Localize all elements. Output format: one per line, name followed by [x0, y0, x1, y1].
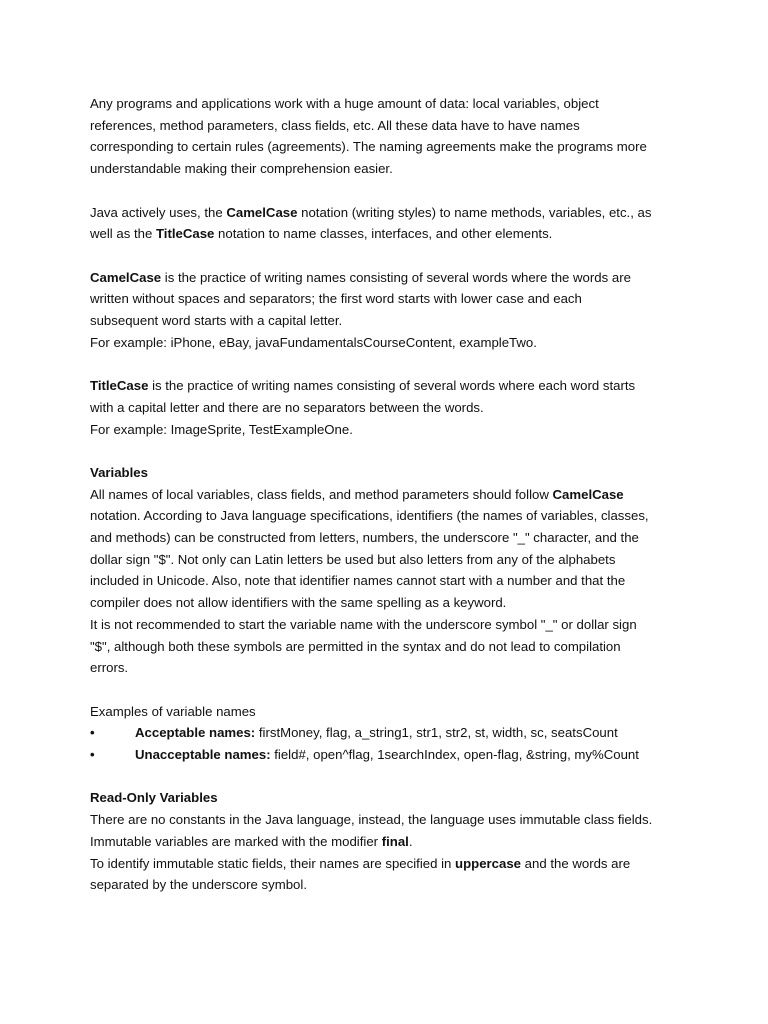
- list-item-text: field#, open^flag, 1searchIndex, open-flag, &string, my%Count: [270, 747, 639, 763]
- text-line: subsequent word starts with a capital letter.: [90, 313, 343, 328]
- text-line: For example: iPhone, eBay, javaFundamentalsCourseContent, exampleTwo.: [90, 334, 537, 350]
- text-span: is the practice of writing names consisting of several words where each word starts: [148, 378, 636, 394]
- text-span: Immutable variables are marked with the modifier: [90, 833, 382, 849]
- text-line: dollar sign "$". Not only can Latin letters be used but also letters from any of the alphabets: [90, 551, 616, 567]
- list-item-text: firstMoney, flag, a_string1, str1, str2, st, width, sc, seatsCount: [255, 725, 618, 741]
- text-line: [90, 267, 690, 289]
- term-camelcase: CamelCase: [552, 486, 624, 502]
- text-line: It is not recommended to start the variable name with the underscore symbol "_" or dollar sign: [90, 616, 637, 632]
- list-item-label: Unacceptable names:: [135, 747, 271, 763]
- text-line: [90, 484, 690, 506]
- text-line: [90, 831, 690, 853]
- term-camelcase: CamelCase: [226, 204, 298, 220]
- term-uppercase: uppercase: [455, 855, 522, 871]
- variables-heading: Variables: [90, 464, 148, 480]
- text-line: [90, 375, 690, 397]
- text-line: errors.: [90, 660, 129, 676]
- document-page: [90, 93, 690, 918]
- readonly-heading: Read-Only Variables: [90, 790, 218, 806]
- list-item-label: Acceptable names:: [135, 725, 256, 741]
- text-line: included in Unicode. Also, note that identifier names cannot start with a number and that the: [90, 573, 626, 589]
- readonly-section: [90, 787, 690, 896]
- text-span: well as the: [90, 226, 156, 242]
- text-line: notation. According to Java language specifications, identifiers (the names of variables, classes,: [90, 508, 649, 524]
- text-line: For example: ImageSprite, TestExampleOne.: [90, 421, 353, 437]
- term-titlecase: TitleCase: [155, 226, 215, 242]
- text-span: is the practice of writing names consisting of several words where the words are: [161, 269, 631, 285]
- text-span: All names of local variables, class fields, and method parameters should follow: [90, 486, 553, 502]
- text-line: understandable making their comprehension easier.: [90, 161, 393, 177]
- bullet-icon: •: [90, 725, 95, 741]
- term-titlecase: TitleCase: [90, 378, 149, 394]
- titlecase-paragraph: [90, 375, 690, 440]
- text-line: Any programs and applications work with a huge amount of data: local variables, object: [90, 96, 599, 111]
- camelcase-paragraph: [90, 267, 690, 354]
- text-line: [90, 202, 690, 224]
- examples-heading: Examples of variable names: [90, 703, 256, 719]
- text-line: and methods) can be constructed from letters, numbers, the underscore "_" character, and the: [90, 530, 639, 545]
- text-span: notation (writing styles) to name methods, variables, etc., as: [297, 204, 652, 220]
- text-line: written without spaces and separators; the first word starts with lower case and each: [90, 291, 582, 307]
- text-line: separated by the underscore symbol.: [90, 877, 307, 893]
- text-line: compiler does not allow identifiers with the same spelling as a keyword.: [90, 595, 507, 611]
- text-line: corresponding to certain rules (agreements). The naming agreements make the programs more: [90, 139, 647, 155]
- variables-section: [90, 462, 690, 679]
- text-span: To identify immutable static fields, their names are specified in: [90, 855, 456, 871]
- text-span: notation to name classes, interfaces, and other elements.: [214, 226, 553, 242]
- text-line: with a capital letter and there are no separators between the words.: [90, 399, 484, 415]
- text-line: There are no constants in the Java language, instead, the language uses immutable class fields.: [90, 812, 653, 828]
- text-line: [90, 853, 690, 875]
- text-line: references, method parameters, class fields, etc. All these data have to have names: [90, 117, 580, 133]
- text-line: [90, 223, 690, 245]
- text-span: and the words are: [521, 855, 631, 871]
- term-final: final: [381, 833, 409, 849]
- list-item-unacceptable: [90, 744, 690, 766]
- bullet-icon: •: [90, 747, 95, 763]
- text-span: .: [408, 833, 413, 849]
- text-line: "$", although both these symbols are permitted in the syntax and do not lead to compilation: [90, 638, 621, 654]
- intro-paragraph: [90, 93, 690, 180]
- term-camelcase: CamelCase: [90, 269, 162, 285]
- examples-section: [90, 701, 690, 766]
- notation-paragraph: [90, 202, 690, 245]
- list-item-acceptable: [90, 722, 690, 744]
- text-span: Java actively uses, the: [90, 204, 227, 220]
